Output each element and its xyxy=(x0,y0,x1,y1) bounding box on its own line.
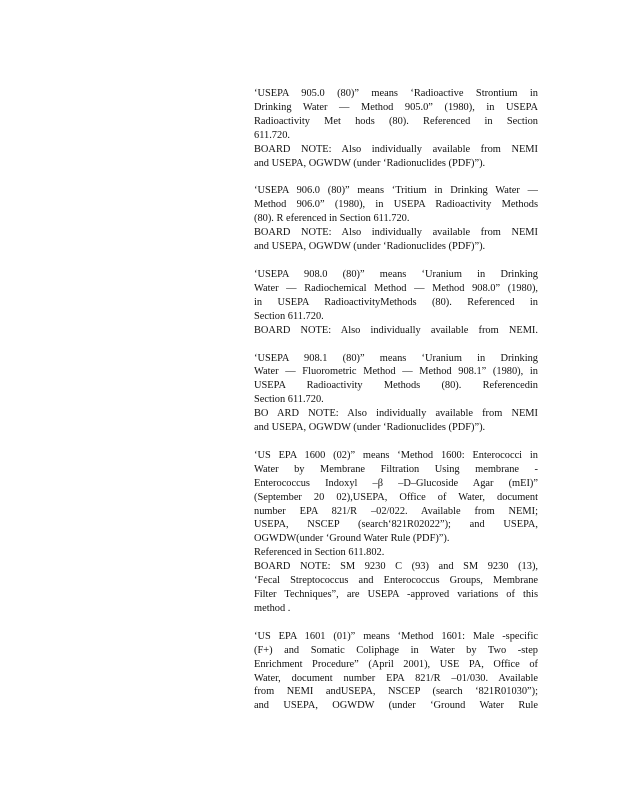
text-line: USEPA, NSCEP (search‘821R02022”); and USEPA, xyxy=(254,519,538,531)
text-line: ‘USEPA 908.1 (80)” means ‘Uranium in Drinking xyxy=(254,352,538,364)
definition-usepa-906 xyxy=(254,184,538,254)
text-line: (September 20 02),USEPA, Office of Water, document xyxy=(254,491,538,503)
definition-usepa-908-0 xyxy=(254,268,538,338)
text-line: Radioactivity Met hods (80). Referenced in Section xyxy=(254,115,538,127)
text-line: Water, document number EPA 821/R –01/030. Available xyxy=(254,672,538,684)
text-line: Enrichment Procedure” (April 2001), USE PA, Office of xyxy=(254,658,538,670)
text-line: Water by Membrane Filtration Using membrane - xyxy=(254,463,538,475)
text-line: Enterococcus Indoxyl –β –D–Glucoside Agar (mEI)” xyxy=(254,477,538,489)
text-line: (F+) and Somatic Coliphage in Water by Two -step xyxy=(254,644,538,656)
text-line: Method 906.0” (1980), in USEPA Radioactivity Methods xyxy=(254,199,538,211)
board-note-line: ‘Fecal Streptococcus and Enterococcus Groups, Membrane xyxy=(254,575,538,587)
text-line: ‘US EPA 1600 (02)” means ‘Method 1600: Enterococci in xyxy=(254,449,538,461)
text-line: Section 611.720. xyxy=(254,394,324,406)
text-line: Drinking Water — Method 905.0” (1980), in USEPA xyxy=(254,101,538,113)
text-line: ‘US EPA 1601 (01)” means ‘Method 1601: Male -specific xyxy=(254,630,538,642)
text-line: and USEPA, OGWDW (under ‘Ground Water Rule xyxy=(254,700,538,712)
definition-usepa-1601 xyxy=(254,630,538,713)
board-note-line: BOARD NOTE: SM 9230 C (93) and SM 9230 (13), xyxy=(254,561,538,573)
text-line: 611.720. xyxy=(254,129,290,141)
board-note-line: Filter Techniques”, are USEPA -approved variations of this xyxy=(254,589,538,600)
text-line: Referenced in Section 611.802. xyxy=(254,547,385,559)
text-line: Section 611.720. xyxy=(254,310,324,322)
text-line: Water — Fluorometric Method — Method 908.1” (1980), in xyxy=(254,366,538,378)
text-line: ‘USEPA 908.0 (80)” means ‘Uranium in Drinking xyxy=(254,268,538,280)
text-line: ‘USEPA 906.0 (80)” means ‘Tritium in Drinking Water — xyxy=(254,185,538,197)
text-line: number EPA 821/R –02/022. Available from NEMI; xyxy=(254,505,538,517)
board-note-line: BOARD NOTE: Also individually available from NEMI xyxy=(254,143,538,155)
board-note-line: and USEPA, OGWDW (under ‘Radionuclides (PDF)”). xyxy=(254,422,486,434)
text-line: (80). R eferenced in Section 611.720. xyxy=(254,213,410,225)
board-note-line: method . xyxy=(254,602,291,614)
text-line: Water — Radiochemical Method — Method 908.0” (1980), xyxy=(254,282,538,294)
text-line: from NEMI andUSEPA, NSCEP (search ‘821R01030”); xyxy=(254,686,538,698)
board-note-line: BOARD NOTE: Also individually available from NEMI xyxy=(254,227,538,239)
board-note-line: and USEPA, OGWDW (under ‘Radionuclides (PDF)”). xyxy=(254,241,486,253)
board-note-line: BOARD NOTE: Also individually available from NEMI. xyxy=(254,324,538,336)
definition-usepa-905 xyxy=(254,87,538,170)
text-line: USEPA Radioactivity Methods (80). Referencedin xyxy=(254,380,538,392)
board-note-line: and USEPA, OGWDW (under ‘Radionuclides (PDF)”). xyxy=(254,157,486,169)
text-line: ‘USEPA 905.0 (80)” means ‘Radioactive Strontium in xyxy=(254,88,538,99)
text-line: in USEPA RadioactivityMethods (80). Referenced in xyxy=(254,296,538,308)
document-text-column xyxy=(254,87,538,727)
definition-usepa-908-1 xyxy=(254,352,538,435)
board-note-line: BO ARD NOTE: Also individually available from NEMI xyxy=(254,408,538,420)
definition-usepa-1600 xyxy=(254,449,538,616)
text-line: OGWDW(under ‘Ground Water Rule (PDF)”). xyxy=(254,533,450,545)
